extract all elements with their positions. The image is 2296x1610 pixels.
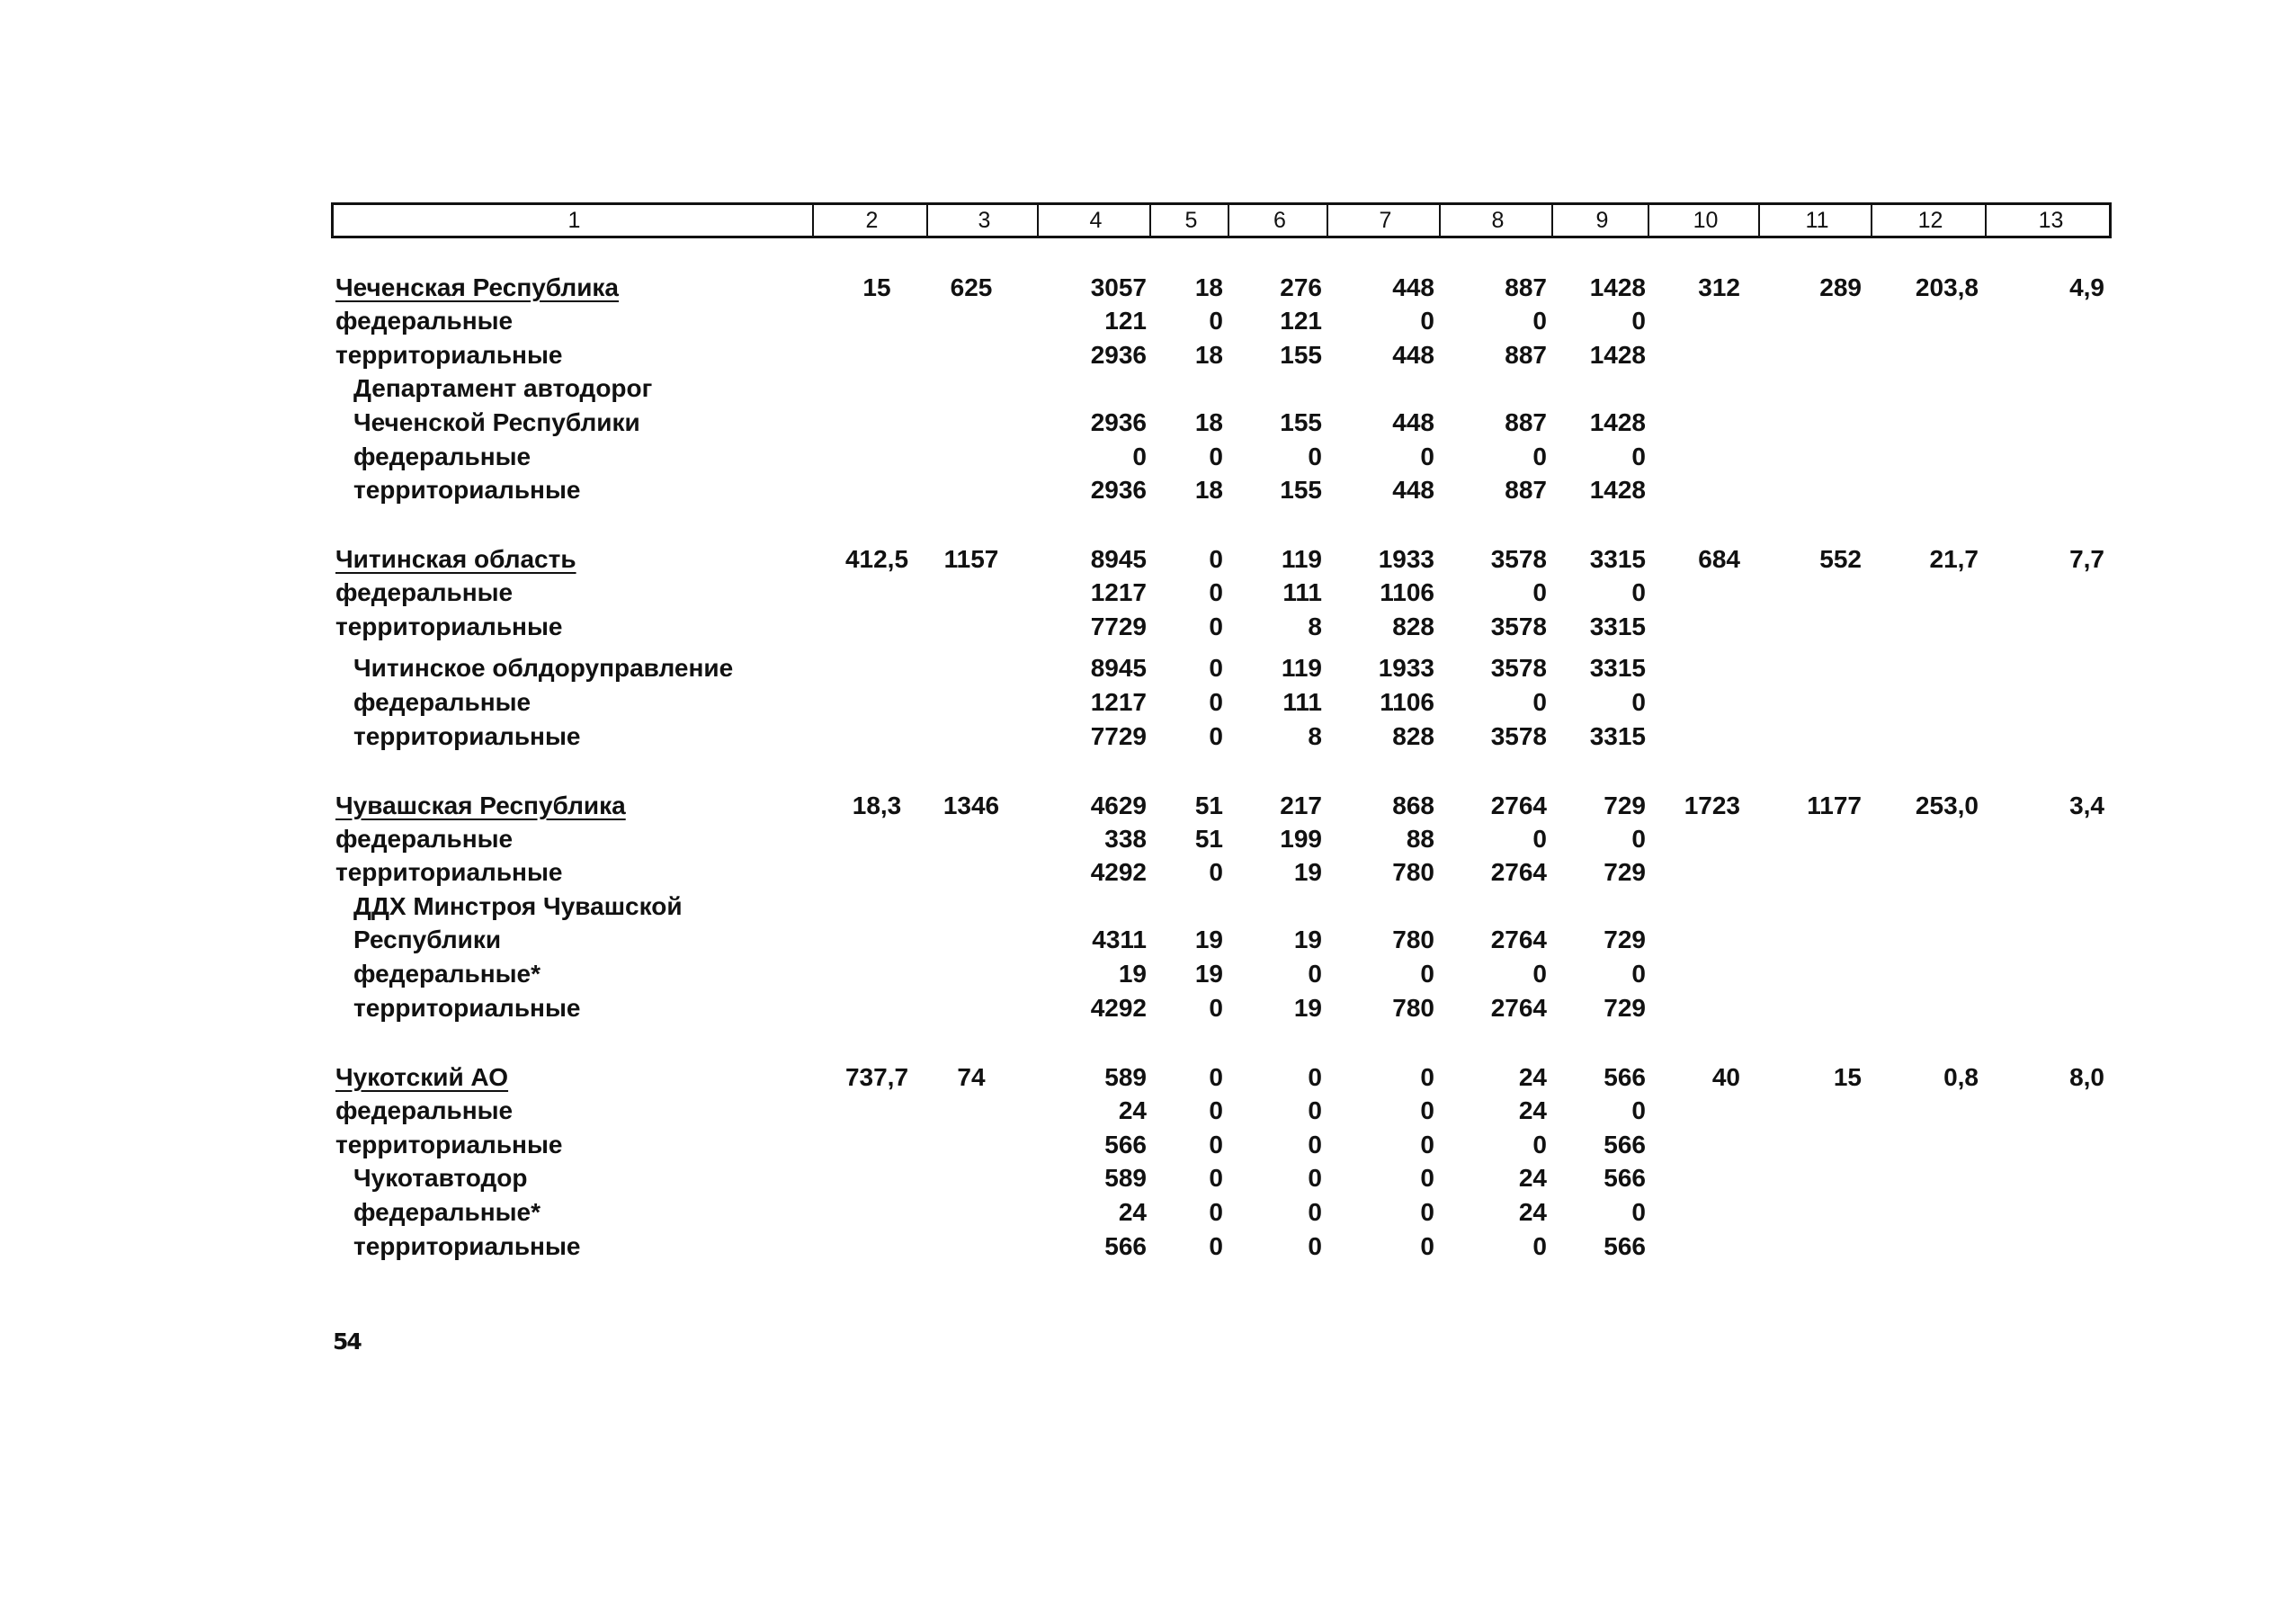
cell-col-4: 566 (1104, 1232, 1147, 1260)
cell-col-12: 0,8 (1943, 1063, 1979, 1091)
column-divider (1149, 205, 1151, 236)
column-header-13: 13 (2038, 208, 2064, 233)
cell-col-7: 448 (1392, 341, 1434, 369)
cell-col-6: 19 (1293, 858, 1322, 886)
cell-col-6: 19 (1293, 926, 1322, 953)
cell-col-7: 0 (1420, 1198, 1434, 1226)
table-row (0, 1095, 2296, 1127)
table-row (0, 372, 2296, 405)
cell-col-8: 0 (1532, 825, 1547, 853)
column-header-6: 6 (1273, 208, 1286, 233)
cell-col-3: 625 (950, 273, 993, 301)
cell-col-2: 737,7 (844, 1063, 909, 1091)
row-label: Республики (353, 926, 502, 953)
cell-col-8: 24 (1518, 1164, 1547, 1192)
cell-col-13: 4,9 (2069, 273, 2104, 301)
region-row (0, 272, 2296, 304)
page-number: 54 (333, 1328, 361, 1355)
cell-col-6: 121 (1280, 307, 1322, 335)
cell-col-6: 19 (1293, 994, 1322, 1022)
cell-col-8: 0 (1532, 1131, 1547, 1158)
row-label: федеральные (335, 578, 514, 606)
cell-col-9: 566 (1604, 1164, 1646, 1192)
row-label: федеральные (335, 1096, 514, 1124)
table-row (0, 577, 2296, 609)
cell-col-4: 4311 (1092, 926, 1147, 953)
table-row (0, 686, 2296, 719)
cell-col-9: 729 (1604, 994, 1646, 1022)
cell-col-7: 0 (1420, 1063, 1434, 1091)
cell-col-10: 40 (1711, 1063, 1740, 1091)
cell-col-4: 24 (1118, 1096, 1147, 1124)
cell-col-5: 0 (1209, 858, 1223, 886)
cell-col-5: 0 (1209, 688, 1223, 716)
region-name: Чукотский АО (335, 1063, 509, 1091)
cell-col-7: 828 (1392, 722, 1434, 750)
cell-col-10: 1723 (1684, 792, 1740, 819)
cell-col-8: 0 (1532, 307, 1547, 335)
cell-col-11: 1177 (1807, 792, 1862, 819)
cell-col-6: 199 (1280, 825, 1322, 853)
cell-col-4: 2936 (1090, 341, 1147, 369)
cell-col-4: 4629 (1090, 792, 1147, 819)
cell-col-5: 18 (1194, 341, 1223, 369)
column-header-9: 9 (1595, 208, 1609, 233)
row-label: Чукотавтодор (353, 1164, 528, 1192)
column-divider (1037, 205, 1039, 236)
cell-col-5: 0 (1209, 443, 1223, 470)
column-divider (1327, 205, 1328, 236)
cell-col-9: 1428 (1589, 408, 1646, 436)
row-label: федеральные* (353, 1198, 541, 1226)
cell-col-3: 1346 (943, 792, 1000, 819)
table-row (0, 611, 2296, 643)
cell-col-9: 0 (1631, 307, 1646, 335)
column-divider (1228, 205, 1229, 236)
column-divider (1551, 205, 1553, 236)
cell-col-6: 0 (1308, 443, 1322, 470)
region-name: Читинская область (335, 545, 576, 573)
cell-col-10: 684 (1698, 545, 1740, 573)
row-label: территориальные (353, 476, 581, 504)
cell-col-7: 0 (1420, 1232, 1434, 1260)
cell-col-6: 8 (1308, 613, 1322, 640)
column-divider (1758, 205, 1760, 236)
cell-col-6: 155 (1280, 408, 1322, 436)
cell-col-11: 289 (1819, 273, 1862, 301)
row-label: федеральные (353, 443, 532, 470)
column-header-11: 11 (1805, 208, 1829, 233)
cell-col-9: 1428 (1589, 341, 1646, 369)
cell-col-13: 7,7 (2069, 545, 2104, 573)
cell-col-8: 2764 (1490, 792, 1547, 819)
cell-col-7: 1933 (1378, 545, 1434, 573)
cell-col-8: 2764 (1490, 858, 1547, 886)
cell-col-9: 0 (1631, 443, 1646, 470)
column-header-3: 3 (978, 208, 991, 233)
column-number-header (331, 202, 2112, 238)
cell-col-9: 0 (1631, 688, 1646, 716)
cell-col-8: 887 (1505, 341, 1547, 369)
cell-col-6: 0 (1308, 1232, 1322, 1260)
cell-col-6: 111 (1282, 578, 1322, 606)
cell-col-11: 15 (1833, 1063, 1862, 1091)
cell-col-7: 0 (1420, 307, 1434, 335)
cell-col-2: 412,5 (844, 545, 909, 573)
cell-col-5: 0 (1209, 1198, 1223, 1226)
cell-col-4: 8945 (1090, 545, 1147, 573)
cell-col-8: 887 (1505, 273, 1547, 301)
cell-col-5: 0 (1209, 545, 1223, 573)
cell-col-8: 0 (1532, 443, 1547, 470)
cell-col-5: 0 (1209, 994, 1223, 1022)
cell-col-3: 1157 (943, 545, 999, 573)
cell-col-5: 0 (1209, 1232, 1223, 1260)
cell-col-12: 253,0 (1915, 792, 1979, 819)
cell-col-7: 88 (1406, 825, 1434, 853)
cell-col-9: 566 (1604, 1131, 1646, 1158)
cell-col-6: 0 (1308, 960, 1322, 988)
region-name: Чувашская Республика (335, 792, 626, 819)
column-divider (926, 205, 928, 236)
cell-col-4: 2936 (1090, 408, 1147, 436)
cell-col-7: 1106 (1380, 688, 1434, 716)
cell-col-4: 24 (1118, 1198, 1147, 1226)
cell-col-4: 7729 (1090, 722, 1147, 750)
cell-col-6: 217 (1280, 792, 1322, 819)
cell-col-5: 0 (1209, 613, 1223, 640)
cell-col-9: 3315 (1589, 722, 1646, 750)
row-label: территориальные (335, 341, 563, 369)
cell-col-7: 0 (1420, 960, 1434, 988)
cell-col-6: 111 (1282, 688, 1322, 716)
cell-col-4: 7729 (1090, 613, 1147, 640)
cell-col-4: 0 (1132, 443, 1147, 470)
cell-col-5: 0 (1209, 578, 1223, 606)
cell-col-5: 0 (1209, 307, 1223, 335)
cell-col-9: 0 (1631, 825, 1646, 853)
cell-col-12: 203,8 (1915, 273, 1979, 301)
cell-col-5: 18 (1194, 476, 1223, 504)
cell-col-7: 448 (1392, 273, 1434, 301)
cell-col-12: 21,7 (1929, 545, 1979, 573)
cell-col-5: 0 (1209, 1164, 1223, 1192)
cell-col-6: 0 (1308, 1131, 1322, 1158)
cell-col-9: 566 (1604, 1063, 1646, 1091)
table-row (0, 652, 2296, 684)
row-label: Читинское облдоруправление (353, 654, 734, 682)
cell-col-9: 1428 (1589, 273, 1646, 301)
cell-col-4: 338 (1104, 825, 1147, 853)
cell-col-9: 566 (1604, 1232, 1646, 1260)
cell-col-9: 3315 (1589, 545, 1646, 573)
row-label: федеральные (335, 307, 514, 335)
row-label: территориальные (353, 722, 581, 750)
cell-col-8: 887 (1505, 476, 1547, 504)
cell-col-8: 24 (1518, 1096, 1547, 1124)
cell-col-8: 0 (1532, 960, 1547, 988)
row-label: территориальные (353, 994, 581, 1022)
region-row (0, 1061, 2296, 1094)
cell-col-4: 589 (1104, 1063, 1147, 1091)
table-row (0, 890, 2296, 923)
table-row (0, 407, 2296, 439)
table-row (0, 1196, 2296, 1229)
table-row (0, 305, 2296, 337)
cell-col-8: 0 (1532, 578, 1547, 606)
cell-col-13: 3,4 (2069, 792, 2104, 819)
row-label: федеральные (335, 825, 514, 853)
column-header-8: 8 (1491, 208, 1505, 233)
cell-col-5: 51 (1194, 825, 1223, 853)
row-label: федеральные* (353, 960, 541, 988)
column-divider (1985, 205, 1987, 236)
cell-col-8: 24 (1518, 1198, 1547, 1226)
cell-col-9: 0 (1631, 1198, 1646, 1226)
column-header-2: 2 (865, 208, 879, 233)
row-label: Департамент автодорог (353, 374, 653, 402)
row-label: территориальные (335, 1131, 563, 1158)
cell-col-4: 2936 (1090, 476, 1147, 504)
table-row (0, 924, 2296, 956)
cell-col-7: 448 (1392, 408, 1434, 436)
cell-col-6: 155 (1280, 476, 1322, 504)
cell-col-7: 0 (1420, 1131, 1434, 1158)
table-row (0, 441, 2296, 473)
cell-col-5: 0 (1209, 1131, 1223, 1158)
cell-col-8: 3578 (1490, 654, 1547, 682)
cell-col-9: 729 (1604, 858, 1646, 886)
cell-col-7: 868 (1392, 792, 1434, 819)
cell-col-8: 0 (1532, 688, 1547, 716)
cell-col-8: 24 (1518, 1063, 1547, 1091)
column-header-4: 4 (1089, 208, 1103, 233)
cell-col-9: 729 (1604, 926, 1646, 953)
cell-col-5: 51 (1194, 792, 1223, 819)
cell-col-6: 119 (1281, 545, 1322, 573)
cell-col-7: 448 (1392, 476, 1434, 504)
region-row (0, 543, 2296, 576)
cell-col-5: 18 (1194, 408, 1223, 436)
cell-col-2: 18,3 (852, 792, 902, 819)
cell-col-7: 780 (1392, 858, 1434, 886)
cell-col-8: 2764 (1490, 926, 1547, 953)
cell-col-7: 1106 (1380, 578, 1434, 606)
region-row (0, 790, 2296, 822)
cell-col-9: 3315 (1589, 654, 1646, 682)
cell-col-4: 19 (1118, 960, 1147, 988)
cell-col-11: 552 (1819, 545, 1862, 573)
cell-col-5: 19 (1194, 926, 1223, 953)
cell-col-5: 0 (1209, 1096, 1223, 1124)
cell-col-5: 0 (1209, 1063, 1223, 1091)
table-row (0, 1162, 2296, 1194)
cell-col-4: 4292 (1090, 858, 1147, 886)
column-divider (1871, 205, 1872, 236)
column-header-7: 7 (1379, 208, 1392, 233)
cell-col-8: 3578 (1490, 613, 1547, 640)
table-row (0, 474, 2296, 506)
column-header-1: 1 (567, 208, 581, 233)
cell-col-4: 121 (1104, 307, 1147, 335)
cell-col-4: 566 (1104, 1131, 1147, 1158)
cell-col-13: 8,0 (2069, 1063, 2104, 1091)
table-row (0, 1129, 2296, 1161)
table-row (0, 1230, 2296, 1263)
cell-col-3: 74 (957, 1063, 986, 1091)
region-name: Чеченская Республика (335, 273, 619, 301)
row-label: территориальные (335, 858, 563, 886)
cell-col-9: 3315 (1589, 613, 1646, 640)
table-row (0, 339, 2296, 371)
row-label: федеральные (353, 688, 532, 716)
row-label: ДДХ Минстроя Чувашской (353, 892, 683, 920)
row-label: территориальные (335, 613, 563, 640)
column-header-12: 12 (1917, 208, 1943, 233)
cell-col-8: 2764 (1490, 994, 1547, 1022)
cell-col-8: 3578 (1490, 545, 1547, 573)
cell-col-4: 8945 (1090, 654, 1147, 682)
cell-col-4: 1217 (1090, 688, 1147, 716)
cell-col-9: 0 (1631, 1096, 1646, 1124)
column-divider (812, 205, 814, 236)
cell-col-5: 0 (1209, 722, 1223, 750)
cell-col-4: 4292 (1090, 994, 1147, 1022)
cell-col-7: 780 (1392, 994, 1434, 1022)
row-label: территориальные (353, 1232, 581, 1260)
cell-col-7: 0 (1420, 443, 1434, 470)
cell-col-5: 18 (1194, 273, 1223, 301)
table-row (0, 958, 2296, 990)
cell-col-8: 0 (1532, 1232, 1547, 1260)
cell-col-7: 780 (1392, 926, 1434, 953)
table-row (0, 823, 2296, 855)
cell-col-4: 589 (1104, 1164, 1147, 1192)
cell-col-6: 0 (1308, 1063, 1322, 1091)
cell-col-6: 119 (1281, 654, 1322, 682)
cell-col-7: 828 (1392, 613, 1434, 640)
cell-col-7: 0 (1420, 1164, 1434, 1192)
table-row (0, 856, 2296, 889)
cell-col-9: 0 (1631, 960, 1646, 988)
cell-col-2: 15 (862, 273, 891, 301)
cell-col-9: 729 (1604, 792, 1646, 819)
cell-col-6: 0 (1308, 1164, 1322, 1192)
cell-col-9: 1428 (1589, 476, 1646, 504)
cell-col-4: 3057 (1090, 273, 1147, 301)
row-label: Чеченской Республики (353, 408, 640, 436)
cell-col-4: 1217 (1090, 578, 1147, 606)
column-header-5: 5 (1184, 208, 1198, 233)
cell-col-6: 276 (1280, 273, 1322, 301)
column-header-10: 10 (1693, 208, 1719, 233)
cell-col-5: 19 (1194, 960, 1223, 988)
cell-col-9: 0 (1631, 578, 1646, 606)
cell-col-6: 0 (1308, 1096, 1322, 1124)
cell-col-8: 3578 (1490, 722, 1547, 750)
cell-col-10: 312 (1698, 273, 1740, 301)
cell-col-8: 887 (1505, 408, 1547, 436)
cell-col-6: 8 (1308, 722, 1322, 750)
column-divider (1648, 205, 1649, 236)
cell-col-7: 0 (1420, 1096, 1434, 1124)
cell-col-6: 155 (1280, 341, 1322, 369)
cell-col-7: 1933 (1378, 654, 1434, 682)
cell-col-6: 0 (1308, 1198, 1322, 1226)
table-row (0, 720, 2296, 753)
cell-col-5: 0 (1209, 654, 1223, 682)
column-divider (1439, 205, 1441, 236)
table-row (0, 992, 2296, 1024)
